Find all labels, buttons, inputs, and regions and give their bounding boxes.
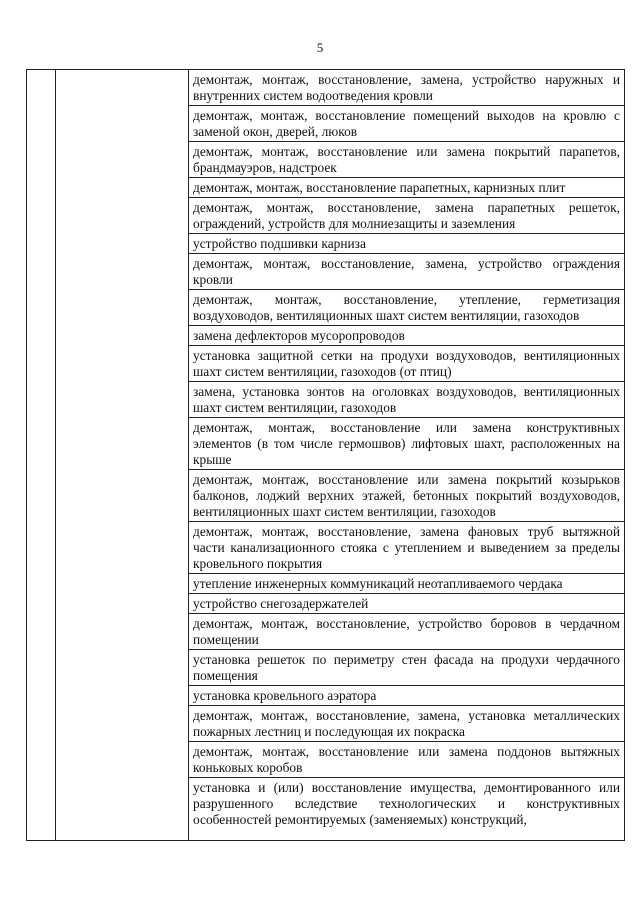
work-item: демонтаж, монтаж, восстановление, замена, установка металлических пожарных лестниц и последующая их покраска <box>189 706 624 742</box>
work-item: утепление инженерных коммуникаций неотапливаемого чердака <box>189 574 624 594</box>
work-item: замена дефлекторов мусоропроводов <box>189 326 624 346</box>
page-number: 5 <box>316 40 324 55</box>
work-item: установка защитной сетки на продухи воздуховодов, вентиляционных шахт систем вентиляции, газоходов (от птиц) <box>189 346 624 382</box>
work-item: установка кровельного аэратора <box>189 686 624 706</box>
work-item: демонтаж, монтаж, восстановление, замена парапетных решеток, ограждений, устройств для молниезащиты и заземления <box>189 198 624 234</box>
work-item: замена, установка зонтов на оголовках воздуховодов, вентиляционных шахт систем вентиляции, газоходов <box>189 382 624 418</box>
work-item: демонтаж, монтаж, восстановление, замена, устройство наружных и внутренних систем водоотведения кровли <box>189 70 624 106</box>
works-list <box>189 70 624 840</box>
works-table <box>26 69 625 841</box>
work-item: демонтаж, монтаж, восстановление помещений выходов на кровлю с заменой окон, дверей, люков <box>189 106 624 142</box>
work-item: демонтаж, монтаж, восстановление, устройство боровов в чердачном помещении <box>189 614 624 650</box>
work-item: установка и (или) восстановление имущества, демонтированного или разрушенного вследствие технологических и конструктивных особенностей ремонтируемых (заменяемых) конструкций, <box>193 780 620 827</box>
work-item: демонтаж, монтаж, восстановление или замена поддонов вытяжных коньковых коробов <box>189 742 624 778</box>
work-item: демонтаж, монтаж, восстановление, утепление, герметизация воздуховодов, вентиляционных шахт систем вентиляции, газоходов <box>189 290 624 326</box>
work-item: демонтаж, монтаж, восстановление, замена, устройство ограждения кровли <box>189 254 624 290</box>
work-item: устройство снегозадержателей <box>189 594 624 614</box>
column-works-cell <box>189 70 625 841</box>
work-item: демонтаж, монтаж, восстановление, замена фановых труб вытяжной части канализационного стояка с утеплением и выведением за пределы кровельного покрытия <box>189 522 624 574</box>
column-name-cell <box>56 70 189 841</box>
work-item: демонтаж, монтаж, восстановление парапетных, карнизных плит <box>189 178 624 198</box>
work-item: демонтаж, монтаж, восстановление или замена конструктивных элементов (в том числе гермошвов) лифтовых шахт, расположенных на крыше <box>189 418 624 470</box>
work-item: демонтаж, монтаж, восстановление или замена покрытий парапетов, брандмауэров, надстроек <box>189 142 624 178</box>
work-item: устройство подшивки карниза <box>189 234 624 254</box>
column-number-cell <box>27 70 56 841</box>
work-item: установка решеток по периметру стен фасада на продухи чердачного помещения <box>189 650 624 686</box>
work-item: демонтаж, монтаж, восстановление или замена покрытий козырьков балконов, лоджий верхних этажей, бетонных покрытий воздуховодов, вентиляционных шахт систем вентиляции, газоходов <box>189 470 624 522</box>
